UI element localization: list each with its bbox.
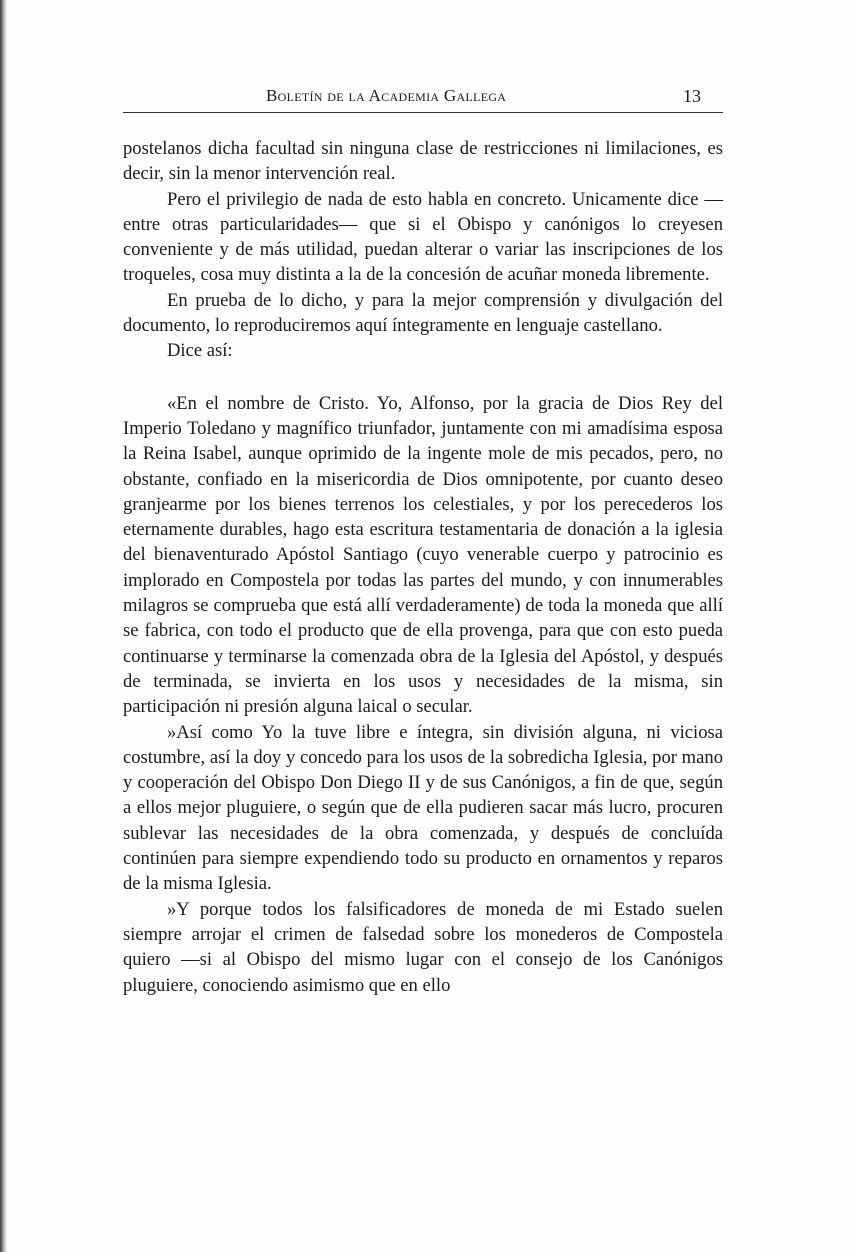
quoted-paragraph: »Y porque todos los falsificadores de moneda de mi Estado suelen siempre arrojar el crimen de falsedad sobre los monederos de Compostela quiero —si al Obispo del mismo lugar con el consejo de los Canónigos pluguiere, conociendo asimismo que en ello <box>123 898 723 996</box>
paragraph-continuation: postelanos dicha facultad sin ninguna clase de restricciones ni limilaciones, es decir, sin la menor intervención real. <box>123 138 723 185</box>
scan-page-edge <box>0 0 7 1252</box>
paragraph: Pero el privilegio de nada de esto habla en concreto. Unicamente dice —entre otras particularidades— que si el Obispo y canónigos lo creyesen conveniente y de más utilidad, puedan alterar o variar las inscripciones de los troqueles, cosa muy distinta a la de la concesión de acuñar moneda libremente. <box>123 188 723 286</box>
paragraph-dice-asi: Dice así: <box>167 340 233 362</box>
page-body <box>123 136 723 998</box>
page-header <box>123 86 723 113</box>
quoted-paragraph: »Así como Yo la tuve libre e íntegra, sin división alguna, ni viciosa costumbre, así la doy y concedo para los usos de la sobredicha Iglesia, por mano y cooperación del Obispo Don Diego II y de sus Canónigos, a fin de que, según a ellos mejor pluguiere, o según que de ella pudieren sacar más lucro, procuren sublevar las necesidades de la obra comenzada, y después de concluída continúen para siempre expendiendo todo su producto en ornamentos y reparos de la misma Iglesia. <box>123 721 723 895</box>
quoted-paragraph: «En el nombre de Cristo. Yo, Alfonso, por la gracia de Dios Rey del Imperio Toledano y magnífico triunfador, juntamente con mi amadísima esposa la Reina Isabel, aunque oprimido de la ingente mole de mis pecados, pero, no obstante, confiado en la misericordia de Dios omnipotente, por cuanto deseo granjearme por los bienes terrenos los celestiales, y por los perecederos los eternamente durables, hago esta escritura testamentaria de donación a la iglesia del bienaventurado Apóstol Santiago (cuyo venerable cuerpo y patrocinio es implorado en Compostela por todas las partes del mundo, y con innumerables milagros se comprueba que está allí verdaderamente) de toda la moneda que allí se fabrica, con todo el producto que de ella provenga, para que con esto pueda continuarse y terminarse la comenzada obra de la Iglesia del Apóstol, y después de terminada, se invierta en los usos y necesidades de la misma, sin participación ni presión alguna laical o secular. <box>123 392 723 718</box>
running-title: Boletín de la Academia Gallega <box>266 86 507 105</box>
page-number: 13 <box>683 86 701 106</box>
paragraph: En prueba de lo dicho, y para la mejor comprensión y divulgación del documento, lo reproduciremos aquí íntegramente en lenguaje castellano. <box>123 289 723 337</box>
